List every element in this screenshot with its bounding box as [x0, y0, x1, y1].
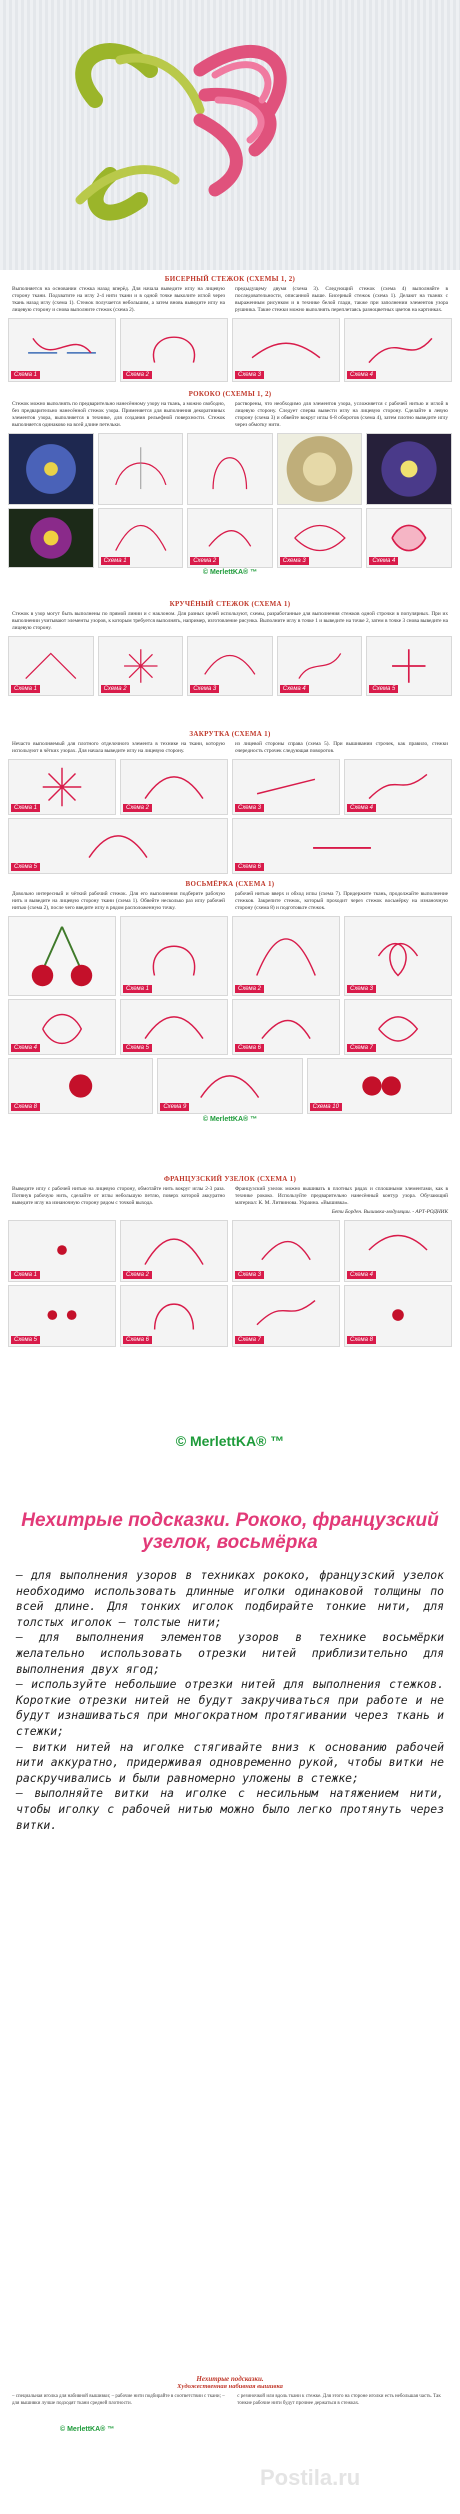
diagram-caption: Схема 1: [11, 1271, 40, 1279]
watermark: © MerlettKA® ™: [60, 2425, 115, 2433]
diagram-caption: Схема 4: [11, 1044, 40, 1052]
footer-text: – специальная иголка для набивной вышивки; – рабочие нити подбирайте в соответствии с ткани; – для вышивки лучше подходят ткани средней плотности.: [12, 2394, 225, 2406]
diagram-box: [8, 1285, 116, 1347]
diagram-caption: Схема 9: [160, 1103, 189, 1111]
diagram-box: [8, 999, 116, 1055]
photo-box: [8, 433, 94, 505]
diagram-box: [232, 818, 452, 874]
section-text: Выведите иглу с рабочей нитью на лицевую сторону, обмотайте нить вокруг иглы 2-3 раза. Потянув рабочую нить, сделайте от иглы небольшую петлю, поверх которой аккуратно выведите иглу на изнаночную сторону рядом с точкой выхода.: [12, 1186, 225, 1206]
diagram-caption: Схема 4: [347, 804, 376, 812]
footer-title: Нехитрые подсказки.: [196, 2375, 264, 2383]
diagram-caption: Схема 3: [190, 685, 219, 693]
diagram-caption: Схема 3: [235, 804, 264, 812]
diagram-caption: Схема 3: [347, 985, 376, 993]
postila-logo: Postila.ru: [260, 2465, 361, 2490]
diagram-box: [8, 759, 116, 815]
credit-text: Бети Борден. Вышивка-модуляции. - АРТ-РОДНИК: [331, 1209, 448, 1215]
diagram-box: [187, 508, 273, 568]
section-title: ВОСЬМЁРКА (СХЕМА 1): [185, 880, 275, 888]
section-title: РОКОКО (СХЕМЫ 1, 2): [188, 390, 272, 398]
section-biser: [0, 275, 460, 382]
diagram-caption: Схема 2: [123, 371, 152, 379]
section-title: БИСЕРНЫЙ СТЕЖОК (СХЕМЫ 1, 2): [164, 275, 296, 283]
diagram-box: [120, 759, 228, 815]
diagram-box: [366, 508, 452, 568]
diagram-caption: Схема 3: [235, 371, 264, 379]
diagram-box: [232, 1285, 340, 1347]
diagram-box: [120, 999, 228, 1055]
diagram-caption: Схема 3: [235, 1271, 264, 1279]
diagram-box: [8, 636, 94, 696]
diagram-box: [8, 1058, 153, 1114]
section-text: растворены, что необходимо для элементов узора, усложняется с рабочей нитью и иглой в лицевую сторону. Следует сперва вывести иглу на лицевую сторону. Сделайте в левую сторону (схема 3) и обвейте вокруг иглы 6-8 оборотов (схема 4), затем плотно выведите иглу через обмотку нити.: [235, 401, 448, 428]
diagram-caption: Схема 8: [347, 1336, 376, 1344]
diagram-box: [120, 318, 228, 382]
section-vosmerka: [0, 880, 460, 1123]
diagram-caption: Схема 1: [11, 804, 40, 812]
diagram-caption: Схема 3: [280, 557, 309, 565]
section-text: Стежок в узор могут быть выполнены по прямой линии и с наклоном. Для разных целей используют, схемы, разработанные для выполнения стежков одной строчки в популярных. При их выполнении учитывают элементы узоров, к которым требуется выполнять, например, изготовление рисунка. Выполните иглу в точке 1 и выведите на точке 2, затем в точке 3 снова выведите на лицевую сторону.: [12, 611, 448, 631]
diagram-box: [344, 759, 452, 815]
photo-box: [277, 433, 363, 505]
section-text: Стежок можно выполнять по предварительно нанесённому узору на ткань, а можно свободно, без предварительно нанесённой стежок узора. Применяется для выполнения декоративных элементов узора, выполняется в технике, для создания рельефной поверхности. Стежок выполняется одинаково на всей длине петельки.: [12, 401, 225, 428]
photo-box: [8, 916, 116, 996]
hint-item: – витки нитей на иголке стягивайте вниз к основанию рабочей нити аккуратно, придерживая одновременно рукой, чтобы витки не раскручивались и были равномерно уложены в стежке;: [16, 1739, 444, 1785]
diagram-caption: Схема 10: [310, 1103, 342, 1111]
diagram-box: [98, 508, 184, 568]
diagram-box: [120, 1220, 228, 1282]
diagram-caption: Схема 5: [11, 1336, 40, 1344]
section-zakrutka: [0, 730, 460, 874]
diagram-caption: Схема 4: [347, 1271, 376, 1279]
diagram-caption: Схема 6: [235, 863, 264, 871]
diagram-box: [277, 508, 363, 568]
diagram-box: [98, 433, 184, 505]
section-text: Довольно интересный и чёткий рабочий стежок. Для его выполнения подберите рабочую нить и выведите на лицевую сторону ткани (схема 1). Обвейте несколько раз иглу рабочей нитью (схема 2), после чего введите иглу в рядом расположенную точку.: [12, 891, 225, 911]
diagram-box: [277, 636, 363, 696]
diagram-box: [232, 999, 340, 1055]
diagram-box: [307, 1058, 452, 1114]
section-text: рабочей нитью вверх и обход иглы (схема 7). Придержите ткань, продолжайте выполнение стежков. Закрепите стежок, который проходит через стежок восьмёрку на изнаночную сторону (схема 8) и подготовьте стежок.: [235, 891, 448, 911]
section-french: [0, 1175, 460, 1347]
section-title: КРУЧЁНЫЙ СТЕЖОК (СХЕМА 1): [169, 600, 291, 608]
diagram-caption: Схема 5: [369, 685, 398, 693]
hints-list: [0, 1568, 460, 1833]
cherry-image: [9, 917, 115, 995]
section-title: ФРАНЦУЗСКИЙ УЗЕЛОК (СХЕМА 1): [163, 1175, 297, 1183]
diagram-box: [98, 636, 184, 696]
diagram-box: [344, 1285, 452, 1347]
section-text: Французский узелок можно вышивать в плотных рядах и сплошными элементами, как в технике рококо. Используйте предварительно нанесённый контур узора. Обучающий материал: К. М. Литвинова. Украина. «Вышивка».: [235, 1186, 448, 1206]
diagram-caption: Схема 4: [280, 685, 309, 693]
section-kruch: [0, 600, 460, 696]
diagram-box: [187, 636, 273, 696]
diagram-caption: Схема 1: [123, 985, 152, 993]
diagram-box: [232, 1220, 340, 1282]
diagram-box: [187, 433, 273, 505]
section-text: предыдущему двумя (схема 3). Следующий стежок (схема 4) выполняйте в последовательности, описанной выше. Бисерный стежок (схема 1). Делают на тканях с выраженным рисунком и в технике белой глади, также при заполнении элементов узора рушника. Такие стежки можно выполнять переплетаясь разноцветных цветов на картинках.: [235, 286, 448, 313]
diagram-caption: Схема 2: [235, 985, 264, 993]
photo-box: [8, 508, 94, 568]
top-photo: [0, 0, 460, 270]
watermark: © MerlettKA® ™: [175, 1433, 285, 1450]
diagram-caption: Схема 8: [11, 1103, 40, 1111]
diagram-caption: Схема 5: [123, 1044, 152, 1052]
diagram-caption: Схема 7: [235, 1336, 264, 1344]
diagram-box: [344, 318, 452, 382]
section-title: ЗАКРУТКА (СХЕМА 1): [189, 730, 271, 738]
diagram-box: [344, 1220, 452, 1282]
footer-subtitle: Художественная набивная вышивка: [177, 2383, 283, 2390]
diagram-caption: Схема 4: [369, 557, 398, 565]
diagram-box: [232, 318, 340, 382]
diagram-caption: Схема 6: [235, 1044, 264, 1052]
section-text: Нечасто выполняемый для плотного отделочного элемента в технике на ткани, которую используют в чётких узорах. Для начала выведите иглу на лицевую сторону.: [12, 741, 225, 754]
diagram-caption: Схема 2: [123, 804, 152, 812]
rococo-flower-image: [0, 0, 460, 270]
footer-section: [0, 2375, 460, 2490]
diagram-box: [344, 916, 452, 996]
diagram-caption: Схема 4: [347, 371, 376, 379]
diagram-caption: Схема 1: [101, 557, 130, 565]
diagram-box: [8, 818, 228, 874]
diagram-box: [8, 1220, 116, 1282]
diagram-caption: Схема 1: [11, 371, 40, 379]
diagram-caption: Схема 1: [11, 685, 40, 693]
section-text: Выполняется на основании стежка назад вперёд. Для начала выведите иглу на лицевую сторону ткани. Подхватите на иглу 2-4 нити ткани и в одной точке выколите иглой через ткань назад иглу (схема 1). Стежок получается небольшим, а затем вновь выведите иглу на лицевую сторону и снова выполните стежок (схема 2).: [12, 286, 225, 313]
watermark: © MerlettKA® ™: [202, 1116, 258, 1123]
hint-item: – выполняйте витки на иголке с несильным натяжением нити, чтобы иголку с рабочей нитью можно было легко протянуть через витки.: [16, 1786, 444, 1832]
photo-box: [366, 433, 452, 505]
footer-text: с резиночкой или вдоль ткани к стежке. Для этого на стороне иголки есть небольшая часть. Так тонкие рабочие нити будут прочнее держаться в стежках.: [237, 2394, 441, 2406]
diagram-box: [344, 999, 452, 1055]
diagram-box: [232, 916, 340, 996]
diagram-caption: Схема 2: [101, 685, 130, 693]
diagram-box: [366, 636, 452, 696]
diagram-box: [232, 759, 340, 815]
diagram-box: [120, 916, 228, 996]
diagram-caption: Схема 6: [123, 1336, 152, 1344]
diagram-caption: Схема 2: [123, 1271, 152, 1279]
section-text: из лицевой стороны справа (схема 5). При вышивании строчек, как правило, стежки очередность строчек следующая поворотов.: [235, 741, 448, 754]
diagram-box: [157, 1058, 302, 1114]
diagram-caption: Схема 7: [347, 1044, 376, 1052]
hint-item: – для выполнения узоров в техниках рококо, французский узелок необходимо использовать длинные иголки одинаковой толщины по всей длине. Для тонких иголок подбирайте тонкие нити, для толстых иголок – толстые нити;: [16, 1568, 444, 1629]
diagram-caption: Схема 5: [11, 863, 40, 871]
diagram-box: [120, 1285, 228, 1347]
diagram-box: [8, 318, 116, 382]
hint-item: – для выполнения элементов узоров в технике восьмёрки желательно использовать отрезки нитей приблизительно для выполнения двух ягод;: [16, 1630, 444, 1676]
watermark: © MerlettKA® ™: [202, 569, 258, 576]
diagram-caption: Схема 2: [190, 557, 219, 565]
section-rokoko: [0, 390, 460, 576]
hint-item: – используйте небольшие отрезки нитей для выполнения стежков. Короткие отрезки нитей не будут закручиваться при работе и не будут изнашиваться при многократном протягивании через ткань и стежки;: [16, 1677, 444, 1738]
hints-title: Нехитрые подсказки. Рококо, французский узелок, восьмёрка: [21, 1510, 439, 1553]
